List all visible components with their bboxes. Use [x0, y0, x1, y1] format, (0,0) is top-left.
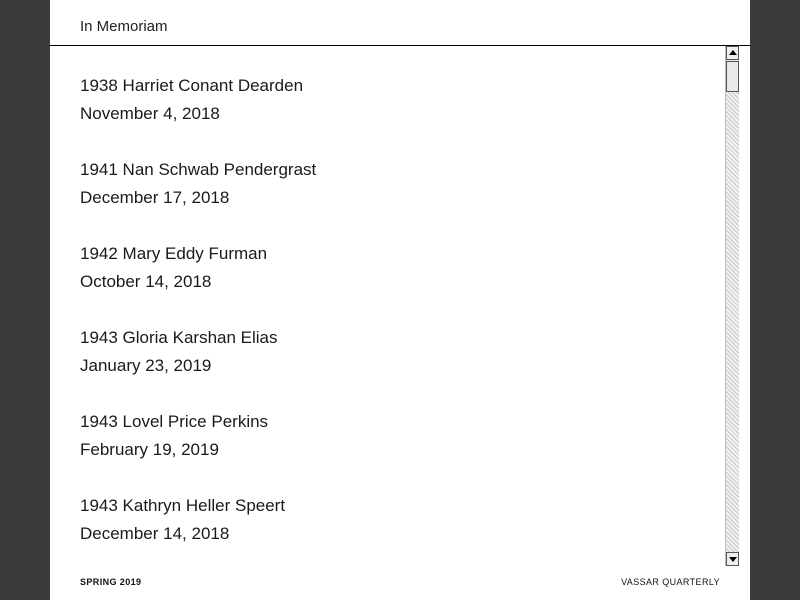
list-item — [80, 72, 700, 128]
entry-name: 1938 Harriet Conant Dearden — [80, 76, 304, 95]
triangle-down-icon — [729, 557, 737, 562]
entry-date: December 17, 2018 — [80, 188, 230, 207]
list-item — [80, 492, 700, 548]
list-item — [80, 240, 700, 296]
list-item — [80, 324, 700, 380]
document-page — [50, 0, 750, 600]
footer-publication: VASSAR QUARTERLY — [621, 577, 720, 587]
memoriam-list[interactable] — [50, 46, 724, 566]
page-header — [50, 0, 750, 46]
footer-issue: SPRING 2019 — [80, 577, 142, 587]
entry-name: 1943 Kathryn Heller Speert — [80, 496, 286, 515]
scrollbar-thumb[interactable] — [726, 61, 739, 92]
entry-date: October 14, 2018 — [80, 272, 212, 291]
entry-date: January 23, 2019 — [80, 356, 212, 375]
entry-name: 1943 Lovel Price Perkins — [80, 412, 269, 431]
entry-name: 1942 Mary Eddy Furman — [80, 244, 268, 263]
entry-date: February 19, 2019 — [80, 440, 219, 459]
vertical-scrollbar[interactable] — [725, 46, 739, 566]
scroll-up-button[interactable] — [726, 46, 739, 60]
entry-date: November 4, 2018 — [80, 104, 220, 123]
list-item — [80, 156, 700, 212]
list-item — [80, 408, 700, 464]
page-title: In Memoriam — [80, 18, 168, 35]
triangle-up-icon — [729, 50, 737, 55]
entry-date: December 14, 2018 — [80, 524, 230, 543]
scroll-down-button[interactable] — [726, 552, 739, 566]
entry-name: 1941 Nan Schwab Pendergrast — [80, 160, 317, 179]
entry-name: 1943 Gloria Karshan Elias — [80, 328, 278, 347]
